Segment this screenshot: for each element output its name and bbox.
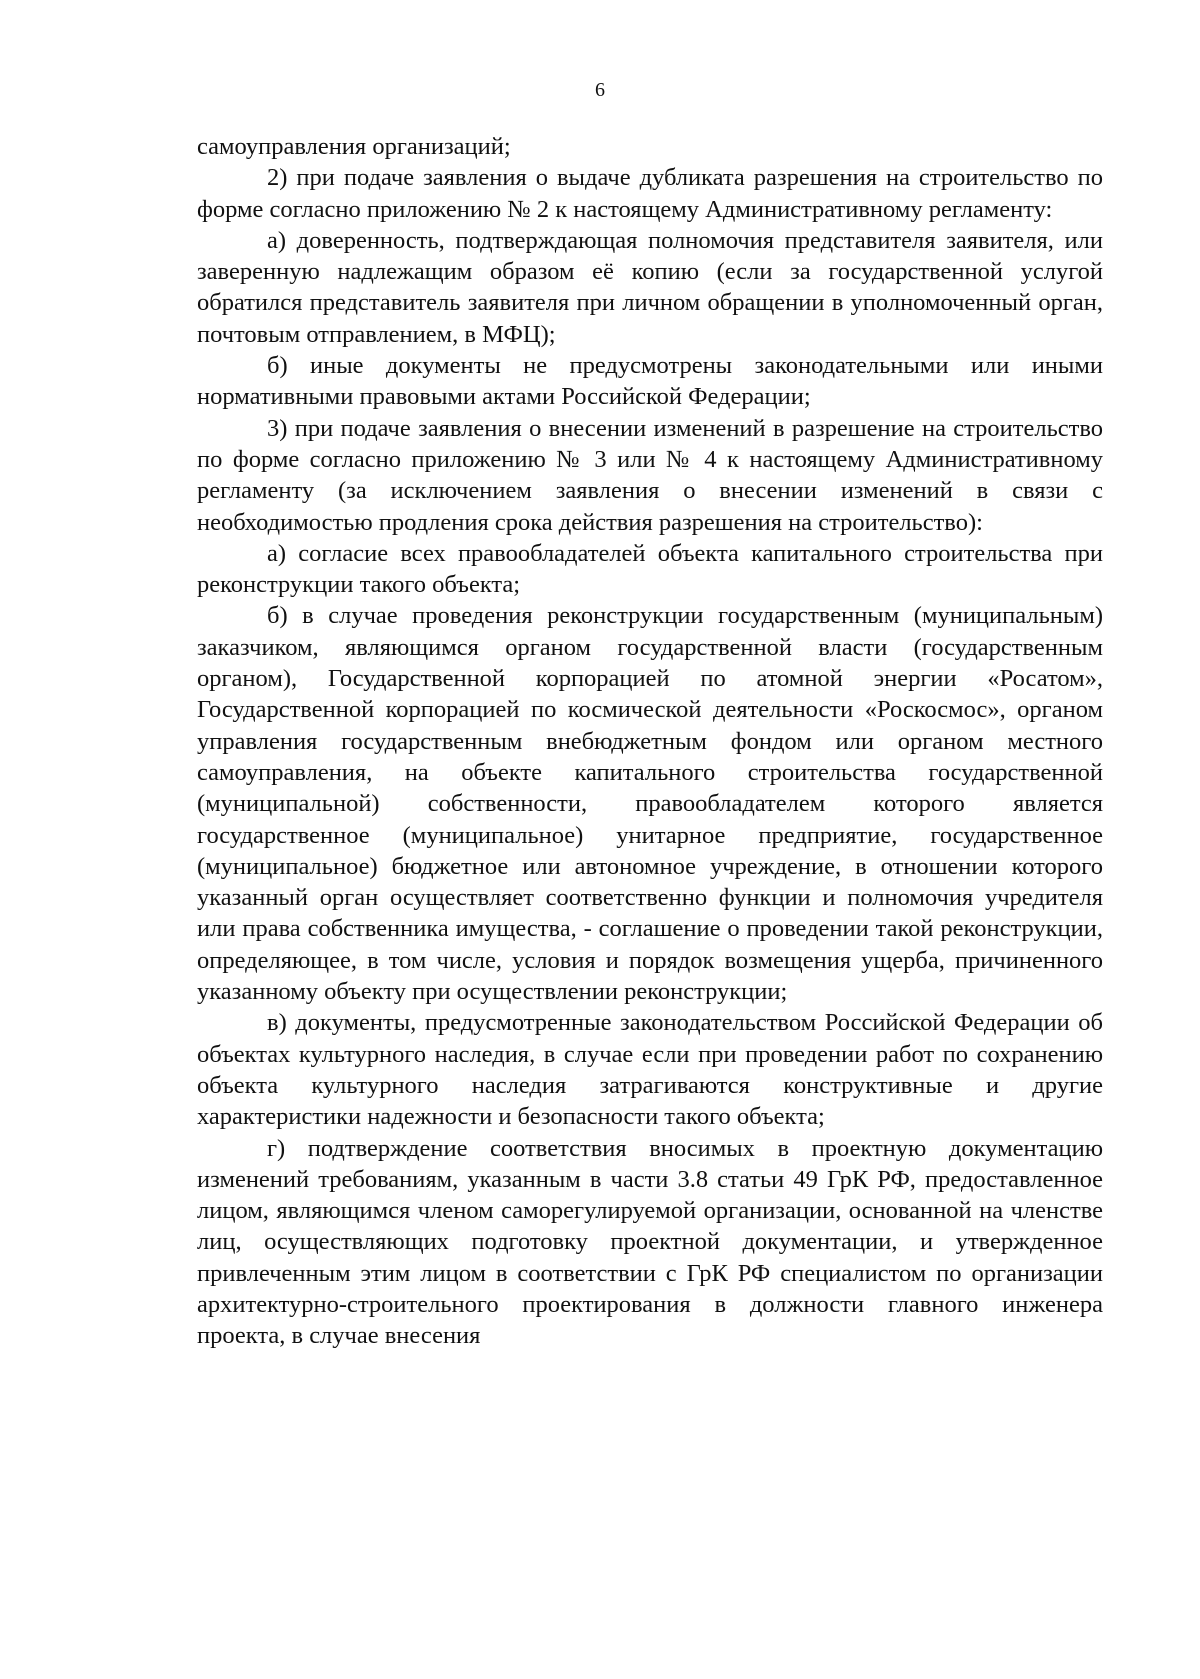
paragraph-item-3a: а) согласие всех правообладателей объекта капитального строительства при реконструкции такого объекта;	[197, 539, 1103, 599]
paragraph-item-3v: в) документы, предусмотренные законодательством Российской Федерации об объектах культурного наследия, в случае если при проведении работ по сохранению объекта культурного наследия затрагиваются конструктивные и другие характеристики надежности и безопасности такого объекта;	[197, 1009, 1103, 1131]
paragraph-item-3: 3) при подаче заявления о внесении изменений в разрешение на строительство по форме согласно приложению № 3 или № 4 к настоящему Административному регламенту (за исключением заявления о внесении изменений в связи с необходимостью продления срока действия разрешения на строительство):	[197, 414, 1103, 536]
paragraph-item-2: 2) при подаче заявления о выдаче дубликата разрешения на строительство по форме согласно приложению № 2 к настоящему Административному регламенту:	[197, 164, 1103, 223]
document-body	[197, 131, 1103, 1352]
paragraph-item-2a: а) доверенность, подтверждающая полномочия представителя заявителя, или заверенную надлежащим образом её копию (если за государственной услугой обратился представитель заявителя при личном обращении в уполномоченный орган, почтовым отправлением, в МФЦ);	[197, 226, 1103, 348]
page-number: 6	[595, 79, 605, 101]
paragraph-item-2b: б) иные документы не предусмотрены законодательными или иными нормативными правовыми актами Российской Федерации;	[197, 352, 1103, 411]
paragraph-item-3b: б) в случае проведения реконструкции государственным (муниципальным) заказчиком, являющимся органом государственной власти (государственным органом), Государственной корпорацией по атомной энергии «Росатом», Государственной корпорацией по космической деятельности «Роскосмос», органом управления государственным внебюджетным фондом или органом местного самоуправления, на объекте капитального строительства государственной (муниципальной) собственности, правообладателем которого является государственное (муниципальное) унитарное предприятие, государственное (муниципальное) бюджетное или автономное учреждение, в отношении которого указанный орган осуществляет соответственно функции и полномочия учредителя или права собственника имущества, - соглашение о проведении такой реконструкции, определяющее, в том числе, условия и порядок возмещения ущерба, причиненного указанному объекту при осуществлении реконструкции;	[197, 602, 1103, 1006]
paragraph-item-3g: г) подтверждение соответствия вносимых в проектную документацию изменений требованиям, указанным в части 3.8 статьи 49 ГрК РФ, предоставленное лицом, являющимся членом саморегулируемой организации, основанной на членстве лиц, осуществляющих подготовку проектной документации, и утвержденное привлеченным этим лицом в соответствии с ГрК РФ специалистом по организации архитектурно-строительного проектирования в должности главного инженера проекта, в случае внесения	[197, 1134, 1103, 1350]
paragraph-continuation: самоуправления организаций;	[197, 133, 511, 160]
